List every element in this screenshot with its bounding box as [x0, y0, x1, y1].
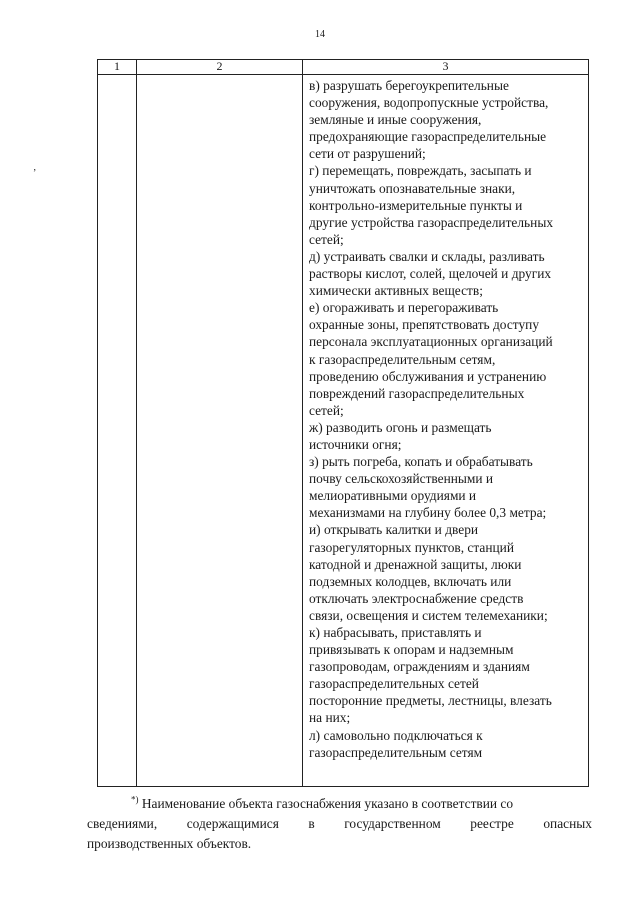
footnote-word: государственном — [344, 816, 441, 831]
footnote-text-1: Наименование объекта газоснабжения указано в соответствии со — [141, 796, 514, 811]
list-item: сети от разрушений; — [309, 146, 426, 162]
footnote-line-3: производственных объектов. — [87, 836, 252, 851]
list-item: персонала эксплуатационных организаций — [309, 334, 553, 350]
list-item: привязывать к опорам и надземным — [309, 642, 514, 658]
column-header-1: 1 — [98, 60, 137, 75]
footnote — [87, 794, 592, 854]
list-item: охранные зоны, препятствовать доступу — [309, 317, 540, 333]
list-item: сетей; — [309, 231, 344, 247]
list-item: л) самовольно подключаться к — [309, 727, 483, 743]
list-item: предохраняющие газораспределительные — [309, 129, 547, 145]
list-item: на них; — [309, 710, 351, 726]
list-item: сетей; — [309, 402, 344, 418]
footnote-line-1 — [87, 794, 592, 814]
list-item: и) открывать калитки и двери — [309, 522, 479, 538]
footnote-word: содержащимися — [186, 816, 279, 831]
list-item: з) рыть погреба, копать и обрабатывать — [309, 454, 533, 470]
list-item: растворы кислот, солей, щелочей и других — [309, 266, 552, 282]
footnote-word: сведениями, — [87, 816, 158, 831]
prohibited-actions-list — [303, 75, 588, 761]
margin-mark: ‚ — [33, 162, 37, 173]
list-item: ж) разводить огонь и размещать — [309, 419, 492, 435]
footnote-word: реестре — [470, 816, 514, 831]
requirements-table — [97, 59, 589, 787]
column-2-cell — [137, 75, 303, 787]
list-item: посторонние предметы, лестницы, влезать — [309, 693, 552, 709]
list-item: газораспределительных сетей — [309, 676, 479, 692]
list-item: другие устройства газораспределительных — [309, 214, 554, 230]
list-item: контрольно-измерительные пункты и — [309, 197, 523, 213]
footnote-line-2 — [87, 814, 592, 834]
list-item: уничтожать опознавательные знаки, — [309, 180, 516, 196]
column-1-cell — [98, 75, 137, 787]
footnote-word: в — [308, 816, 315, 831]
list-item: проведению обслуживания и устранению — [309, 368, 547, 384]
list-item: земляные и иные сооружения, — [309, 112, 482, 128]
column-header-3: 3 — [303, 60, 589, 75]
column-3-cell — [303, 75, 589, 787]
table-row — [98, 75, 589, 787]
column-header-2: 2 — [137, 60, 303, 75]
list-item: катодной и дренажной защиты, люки — [309, 556, 522, 572]
page-number: 14 — [315, 29, 325, 40]
footnote-word: опасных — [543, 816, 592, 831]
list-item: в) разрушать берегоукрепительные — [309, 78, 509, 93]
list-item: мелиоративными орудиями и — [309, 488, 477, 504]
list-item: г) перемещать, повреждать, засыпать и — [309, 163, 532, 179]
list-item: механизмами на глубину более 0,3 метра; — [309, 505, 547, 521]
list-item: химически активных веществ; — [309, 283, 483, 299]
list-item: к) набрасывать, приставлять и — [309, 625, 482, 640]
footnote-marker: *) — [131, 794, 139, 805]
list-item: источники огня; — [309, 436, 402, 452]
list-item: е) огораживать и перегораживать — [309, 300, 499, 316]
list-item: повреждений газораспределительных — [309, 385, 525, 401]
list-item: отключать электроснабжение средств — [309, 590, 524, 606]
list-item: газораспределительным сетям — [309, 744, 483, 760]
table-header-row — [98, 60, 589, 75]
list-item: связи, освещения и систем телемеханики; — [309, 607, 548, 623]
list-item: почву сельскохозяйственными и — [309, 471, 494, 487]
list-item: к газораспределительным сетям, — [309, 351, 496, 367]
list-item: д) устраивать свалки и склады, разливать — [309, 248, 545, 264]
list-item: подземных колодцев, включать или — [309, 573, 512, 589]
list-item: газорегуляторных пунктов, станций — [309, 539, 515, 555]
list-item: сооружения, водопропускные устройства, — [309, 95, 549, 111]
list-item: газопроводам, ограждениям и зданиям — [309, 659, 530, 675]
